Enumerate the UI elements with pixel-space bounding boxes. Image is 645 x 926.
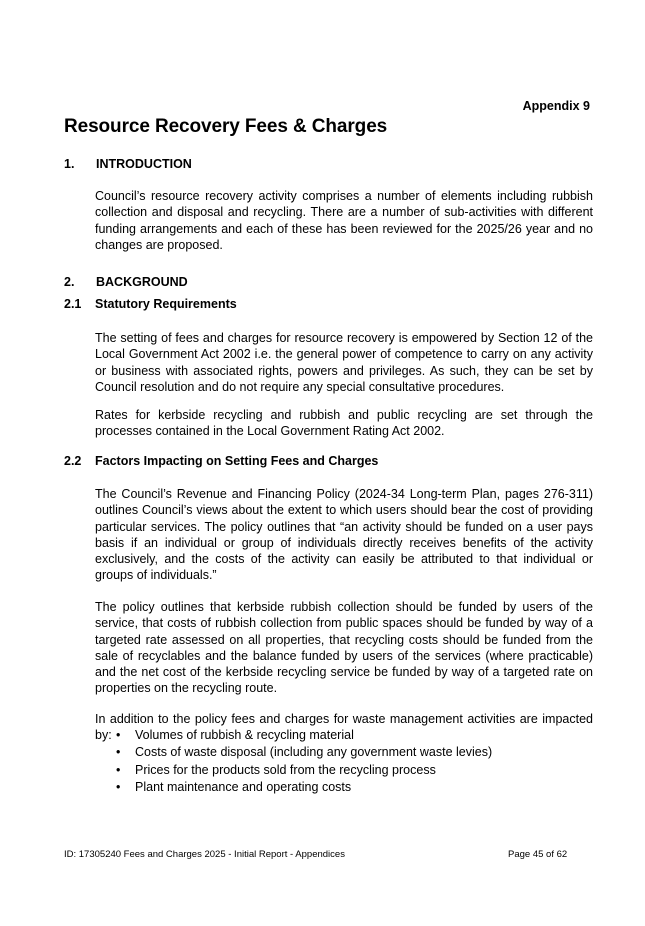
section-number: 1. (64, 157, 75, 171)
list-item (116, 779, 492, 796)
bullet-icon: • (116, 745, 121, 760)
footer-page-number: Page 45 of 62 (508, 849, 568, 860)
bullet-icon: • (116, 779, 121, 794)
factors-bullet-list (116, 727, 492, 796)
list-item-text: Volumes of rubbish & recycling material (135, 728, 354, 742)
factors-paragraph-2: The policy outlines that kerbside rubbish collection should be funded by users of the service, that costs of rubbish collection from public spaces should be funded by way of a targeted rate assessed on all properties, that recycling costs should be funded from the sale of recyclables and the balance funded by users of the services (where practicable) and the net cost of the kerbside recycling service be funded by way of a targeted rate on properties on the recycling route. (95, 600, 593, 696)
list-item (116, 762, 492, 779)
list-item (116, 744, 492, 761)
introduction-paragraph: Council’s resource recovery activity comprises a number of elements including rubbish collection and disposal and recycling. There are a number of sub-activities with different funding arrangements and each of these has been reviewed for the 2025/26 year and no changes are proposed. (95, 189, 593, 252)
statutory-paragraph-2: Rates for kerbside recycling and rubbish and public recycling are set through the processes contained in the Local Government Rating Act 2002. (95, 408, 593, 439)
section-title: BACKGROUND (96, 275, 188, 289)
footer-document-id: ID: 17305240 Fees and Charges 2025 - Initial Report - Appendices (64, 849, 345, 860)
bullet-icon: • (116, 762, 121, 777)
factors-paragraph-1: The Council’s Revenue and Financing Policy (2024-34 Long-term Plan, pages 276-311) outlines Council’s views about the extent to which users should bear the cost of providing particular services. The policy outlines that “an activity should be funded on a user pays basis if an individual or group of individuals directly receives benefits of the activity exclusively, and the costs of the activity can easily be attributed to that individual or groups of individuals.” (95, 487, 593, 583)
bullet-icon: • (116, 728, 121, 742)
list-item-text: Plant maintenance and operating costs (135, 779, 352, 794)
page-title: Resource Recovery Fees & Charges (64, 116, 388, 137)
appendix-label: Appendix 9 (522, 99, 590, 113)
list-item-text: Costs of waste disposal (including any government waste levies) (135, 745, 493, 760)
section-number: 2.1 (64, 297, 82, 311)
statutory-paragraph-1: The setting of fees and charges for resource recovery is empowered by Section 12 of the Local Government Act 2002 i.e. the general power of competence to carry on any activity or business with associated rights, powers and privileges. As such, they can be set by Council resolution and do not require any special consultative procedures. (95, 331, 593, 394)
section-number: 2.2 (64, 454, 82, 468)
list-item-text: Prices for the products sold from the recycling process (135, 762, 436, 777)
section-title: Statutory Requirements (95, 297, 237, 311)
factors-paragraph-3: In addition to the policy fees and charges for waste management activities are impacted by: (95, 712, 593, 743)
list-item (116, 727, 492, 744)
section-title: Factors Impacting on Setting Fees and Charges (95, 454, 379, 468)
section-title: INTRODUCTION (96, 157, 192, 171)
section-number: 2. (64, 275, 75, 289)
